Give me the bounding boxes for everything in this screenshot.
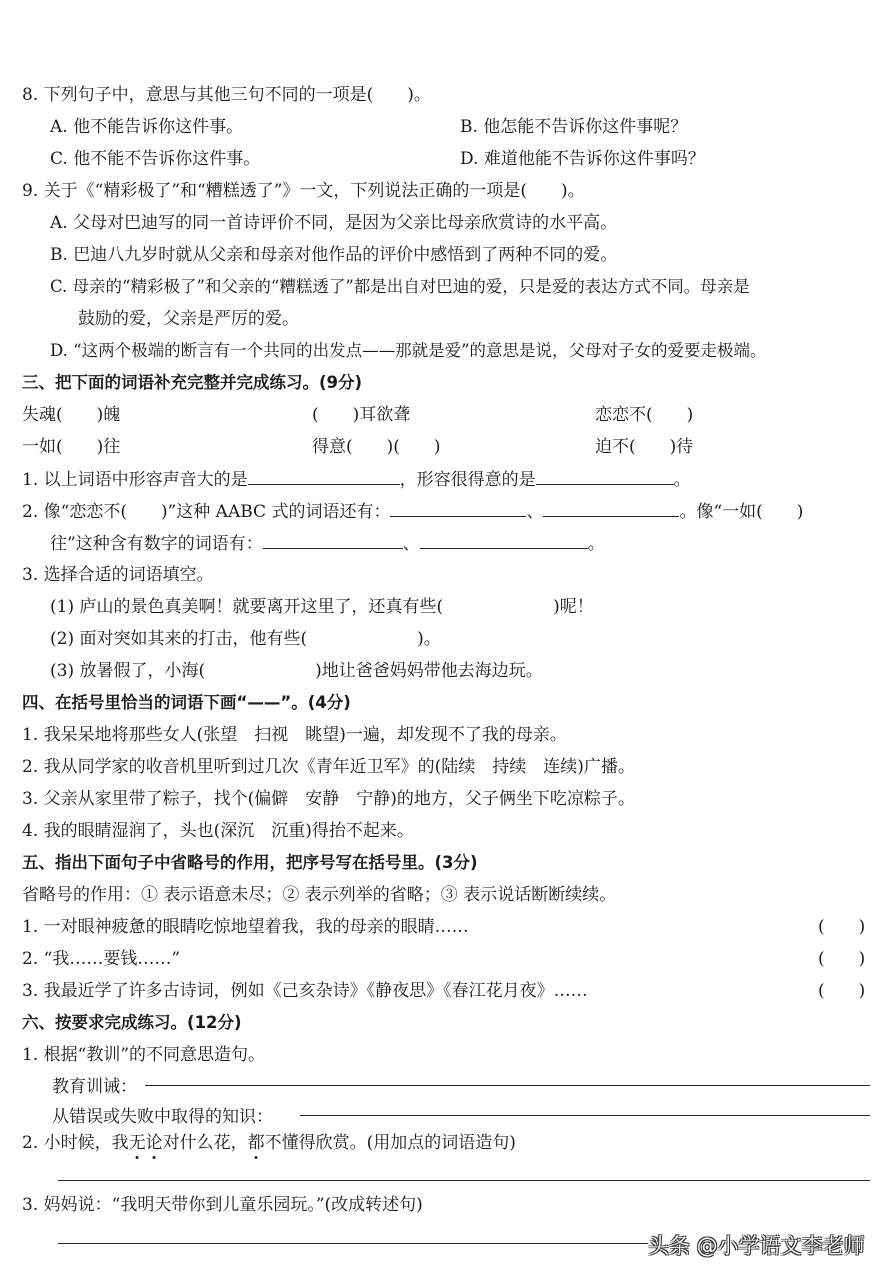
s3-q3-item-1 <box>50 596 594 618</box>
q9-stem: 9. 关于《“精彩极了”和“糟糕透了”》一文，下列说法正确的一项是( )。 <box>22 181 585 201</box>
q9-option-a: A. 父母对巴迪写的同一首诗评价不同，是因为父亲比母亲欣赏诗的水平高。 <box>50 213 618 233</box>
text: )地让爸爸妈妈带他去海边玩。 <box>315 661 543 681</box>
s5-item-3: 3. 我最近学了许多古诗词，例如《己亥杂诗》《静夜思》《春江花月夜》…… <box>22 981 588 1001</box>
text: )。 <box>417 629 441 649</box>
s4-item-1[interactable]: 1. 我呆呆地将那些女人(张望 扫视 眺望)一遍，却发现不了我的母亲。 <box>22 725 567 745</box>
s4-item-2[interactable]: 2. 我从同学家的收音机里听到过几次《青年近卫军》的(陆续 持续 连续)广播。 <box>22 757 635 777</box>
text: (2) 面对突如其来的打击，他有些( <box>50 629 308 649</box>
s3-q2 <box>22 500 803 523</box>
s3-q2-text-b: 。像“一如( ) <box>679 502 804 522</box>
s4-item-4[interactable]: 4. 我的眼睛湿润了，头也(深沉 沉重)得抬不起来。 <box>22 821 414 841</box>
answer-blank[interactable] <box>536 468 674 485</box>
s3-q2-text-a: 2. 像“恋恋不( )”这种 AABC 式的词语还有： <box>22 502 391 522</box>
s3-q3-item-3 <box>50 660 543 682</box>
sep: 、 <box>402 534 420 554</box>
s3-q1-end: 。 <box>673 470 691 490</box>
dotted-char: 论 <box>145 1133 163 1153</box>
s3-q2-text-c: 往”这种含有数字的词语有： <box>50 534 263 554</box>
q9-option-c: C. 母亲的“精彩极了”和父亲的“糟糕透了”都是出自对巴迪的爱，只是爱的表达方式不同。母亲是 <box>50 277 750 296</box>
answer-blank[interactable] <box>543 500 679 517</box>
s6-q1: 1. 根据“教训”的不同意思造句。 <box>22 1045 266 1065</box>
word-fill-3: 恋恋不( ) <box>595 405 694 425</box>
s5-item-2: 2. “我……要钱……” <box>22 949 181 969</box>
s3-q3-item-2 <box>50 628 441 650</box>
answer-blank[interactable] <box>420 532 588 549</box>
s3-q1-text-b: ，形容很得意的是 <box>399 470 536 490</box>
section3-title: 三、把下面的词语补充完整并完成练习。(9分) <box>22 373 363 392</box>
s6-q3: 3. 妈妈说：“我明天带你到儿童乐园玩。”(改成转述句) <box>22 1195 423 1215</box>
answer-paren[interactable]: ( ) <box>818 949 866 969</box>
sep: 、 <box>526 502 544 522</box>
s5-hint: 省略号的作用：① 表示语意未尽；② 表示列举的省略；③ 表示说话断断续续。 <box>22 885 617 905</box>
text: )呢！ <box>553 597 594 617</box>
q8-stem: 8. 下列句子中，意思与其他三句不同的一项是( )。 <box>22 85 431 105</box>
s3-q2-line2 <box>50 532 605 555</box>
word-fill-2: ( )耳欲聋 <box>312 405 411 425</box>
q8-option-a: A. 他不能告诉你这件事。 <box>50 117 244 137</box>
q8-option-c: C. 他不能不告诉你这件事。 <box>50 149 261 169</box>
text: 不懂得欣赏。(用加点的词语造句) <box>264 1133 516 1153</box>
section5-title: 五、指出下面句子中省略号的作用，把序号写在括号里。(3分) <box>22 853 478 872</box>
dotted-char: 无 <box>128 1133 146 1153</box>
s6-q1-a-label: 教育训诫： <box>52 1077 137 1097</box>
section6-title: 六、按要求完成练习。(12分) <box>22 1013 242 1032</box>
s3-q1-text-a: 1. 以上词语中形容声音大的是 <box>22 470 248 490</box>
q9-option-b: B. 巴迪八九岁时就从父亲和母亲对他作品的评价中感悟到了两种不同的爱。 <box>50 245 618 265</box>
s3-q3-title: 3. 选择合适的词语填空。 <box>22 565 214 585</box>
answer-blank[interactable] <box>390 500 526 517</box>
dotted-char: 都 <box>247 1133 265 1153</box>
answer-line[interactable] <box>58 1180 870 1181</box>
answer-line[interactable] <box>58 1243 648 1244</box>
q9-option-c-cont: 鼓励的爱，父亲是严厉的爱。 <box>78 309 299 329</box>
q8-option-b: B. 他怎能不告诉你这件事呢？ <box>460 117 688 137</box>
word-fill-4: 一如( )往 <box>22 437 121 457</box>
answer-line[interactable] <box>145 1085 870 1086</box>
answer-paren[interactable]: ( ) <box>818 917 866 937</box>
answer-blank[interactable] <box>248 468 400 485</box>
answer-blank[interactable] <box>263 532 403 549</box>
word-fill-6: 迫不( )待 <box>595 437 694 457</box>
s3-q2-end: 。 <box>587 534 605 554</box>
s5-item-1: 1. 一对眼神疲惫的眼睛吃惊地望着我，我的母亲的眼睛…… <box>22 917 469 937</box>
answer-line[interactable] <box>300 1115 870 1116</box>
answer-paren[interactable]: ( ) <box>818 981 866 1001</box>
s3-q1 <box>22 468 691 491</box>
text: (3) 放暑假了，小海( <box>50 661 206 681</box>
q8-option-d: D. 难道他能不告诉你这件事吗？ <box>460 149 705 169</box>
s6-q2 <box>22 1132 516 1154</box>
word-fill-1: 失魂( )魄 <box>22 405 121 425</box>
s4-item-3[interactable]: 3. 父亲从家里带了粽子，找个(偏僻 安静 宁静)的地方，父子俩坐下吃凉粽子。 <box>22 789 635 809</box>
text: 2. 小时候，我 <box>22 1133 129 1153</box>
word-fill-5: 得意( )( ) <box>312 437 441 457</box>
section4-title: 四、在括号里恰当的词语下画“——”。(4分) <box>22 693 351 712</box>
watermark: 头条 @小学语文李老师 <box>648 1234 865 1258</box>
q9-option-d: D. “这两个极端的断言有一个共同的出发点——那就是爱”的意思是说，父母对子女的爱要走极端。 <box>50 341 767 360</box>
text: 对什么花， <box>162 1133 248 1153</box>
s6-q1-b-label: 从错误或失败中取得的知识： <box>52 1107 273 1127</box>
text: (1) 庐山的景色真美啊！就要离开这里了，还真有些( <box>50 597 444 617</box>
